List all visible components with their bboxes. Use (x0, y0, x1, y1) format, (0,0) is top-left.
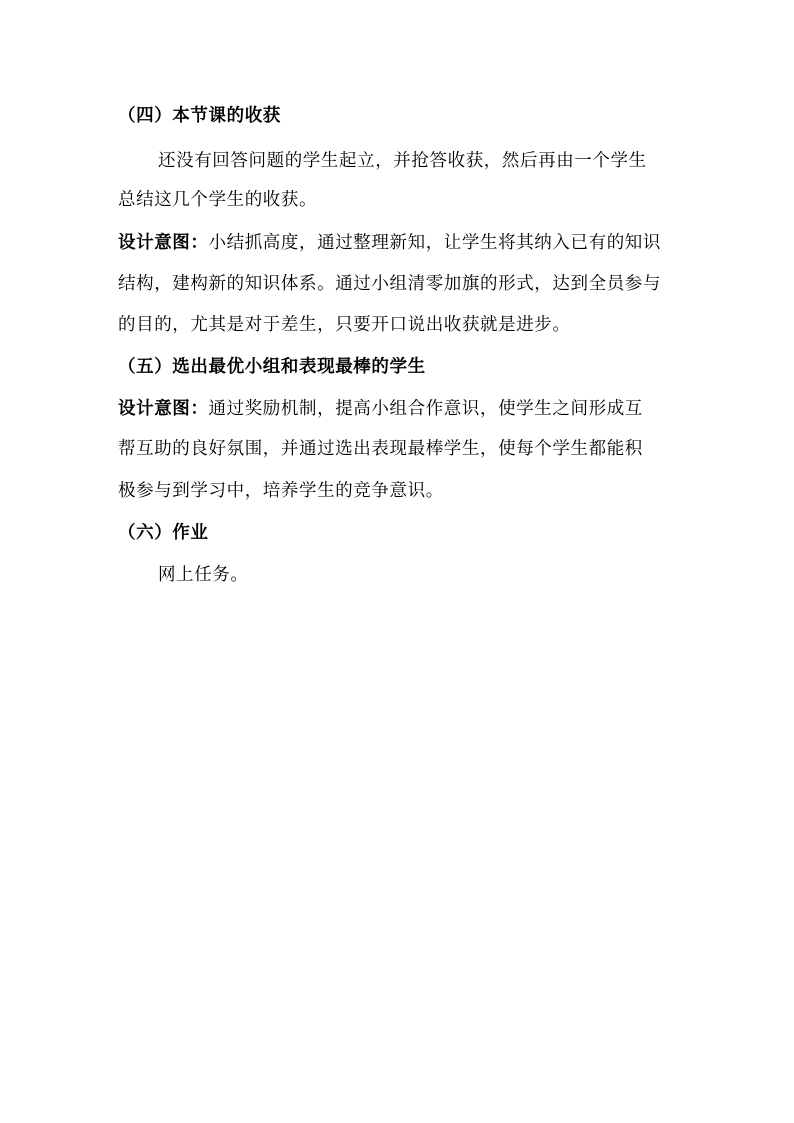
design-intent-label: 设计意图： (118, 233, 209, 253)
design-intent-paragraph (118, 397, 643, 421)
paragraph-line: 还没有回答问题的学生起立，并抢答收获，然后再由一个学生 (158, 151, 647, 171)
design-intent-text: 小结抓高度，通过整理新知，让学生将其纳入已有的知识 (208, 233, 661, 253)
section-heading-6: （六）作业 (118, 523, 209, 543)
design-intent-text: 通过奖励机制，提高小组合作意识，使学生之间形成互 (208, 399, 643, 419)
paragraph-line: 总结这几个学生的收获。 (118, 190, 318, 210)
design-intent-paragraph (118, 231, 661, 255)
design-intent-label: 设计意图： (118, 399, 209, 419)
paragraph-line: 极参与到学习中，培养学生的竞争意识。 (118, 481, 444, 501)
paragraph-line: 结构，建构新的知识体系。通过小组清零加旗的形式，达到全员参与 (118, 274, 661, 294)
paragraph-line: 网上任务。 (158, 565, 249, 585)
section-heading-4: （四）本节课的收获 (118, 106, 281, 126)
paragraph-line: 帮互助的良好氛围，并通过选出表现最棒学生，使每个学生都能积 (118, 439, 643, 459)
section-heading-5: （五）选出最优小组和表现最棒的学生 (118, 357, 426, 377)
paragraph-line: 的目的，尤其是对于差生，只要开口说出收获就是进步。 (118, 315, 571, 335)
